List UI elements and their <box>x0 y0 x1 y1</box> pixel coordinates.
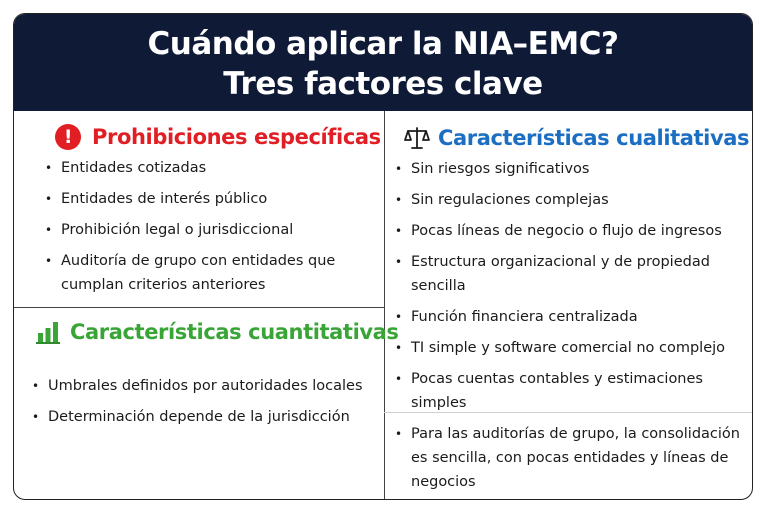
list-item: • Entidades de interés público <box>41 187 381 211</box>
prohibiciones-title: Prohibiciones específicas <box>92 125 381 149</box>
list-item: • Para las auditorías de grupo, la consolidación es sencilla, con pocas entidades y líneas de negocios <box>391 422 751 494</box>
list-item: • Sin regulaciones complejas <box>391 188 751 212</box>
title-line-2: Tres factores clave <box>223 66 543 102</box>
left-horizontal-divider <box>14 307 384 308</box>
exclamation-icon: ! <box>55 124 81 150</box>
list-item: • Estructura organizacional y de propiedad sencilla <box>391 250 751 298</box>
scale-icon <box>404 126 430 150</box>
title-line-1: Cuándo aplicar la NIA–EMC? <box>147 26 619 62</box>
list-item: • Sin riesgos significativos <box>391 157 751 181</box>
list-item: • Umbrales definidos por autoridades locales <box>28 374 383 398</box>
cualitativas-list <box>391 157 751 500</box>
list-item: • Pocas cuentas contables y estimaciones simples <box>391 367 751 415</box>
list-item: • TI simple y software comercial no complejo <box>391 336 751 360</box>
list-item: • Prohibición legal o jurisdiccional <box>41 218 381 242</box>
header-banner <box>14 14 752 111</box>
section-title-cuantitativas <box>36 320 399 344</box>
vertical-divider <box>384 111 385 500</box>
list-item: • Función financiera centralizada <box>391 305 751 329</box>
list-item: • Determinación depende de la jurisdicción <box>28 405 383 429</box>
cuantitativas-title: Características cuantitativas <box>70 320 399 344</box>
bar-chart-icon <box>36 320 60 344</box>
infographic-card <box>13 13 753 500</box>
list-item: • Pocas líneas de negocio o flujo de ingresos <box>391 219 751 243</box>
list-item: • Entidades cotizadas <box>41 156 381 180</box>
section-title-cualitativas <box>404 126 749 150</box>
prohibiciones-list <box>41 156 381 304</box>
cualitativas-title: Características cualitativas <box>438 126 750 150</box>
section-title-prohibiciones <box>55 124 381 150</box>
list-item: • Auditoría de grupo con entidades que cumplan criterios anteriores <box>41 249 381 297</box>
cuantitativas-list <box>28 374 383 436</box>
